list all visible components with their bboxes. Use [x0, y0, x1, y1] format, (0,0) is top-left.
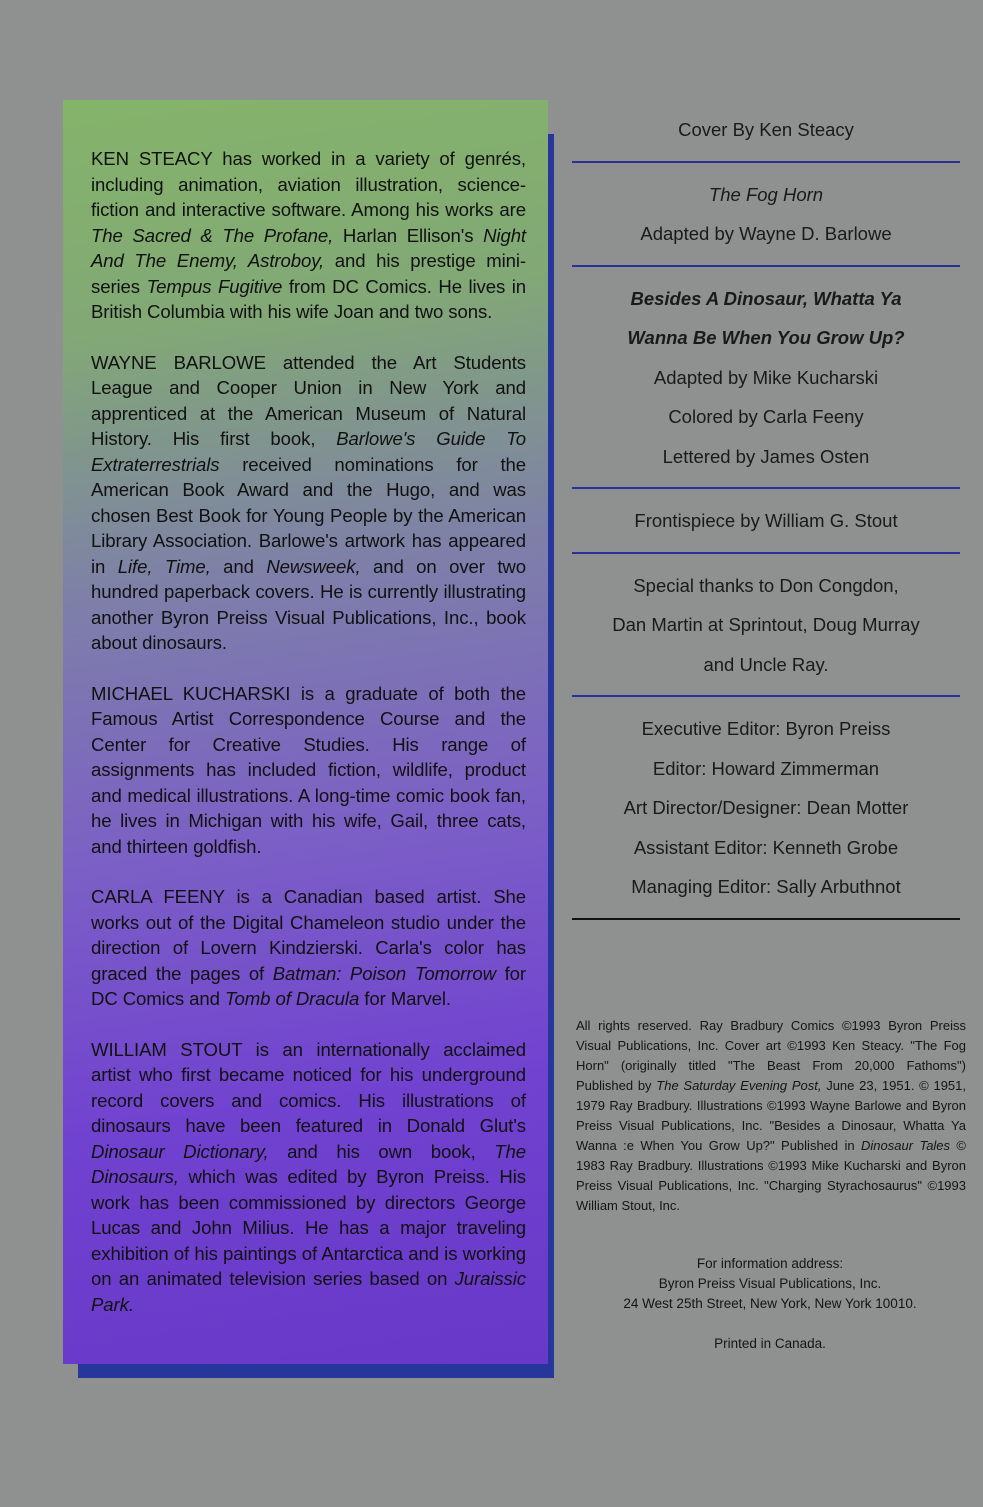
contributor-bios-panel: [63, 100, 548, 1364]
divider: [572, 695, 960, 697]
assistant-editor: Assistant Editor: Kenneth Grobe: [633, 836, 899, 858]
italic-title: Dinosaur Dictionary,: [91, 1140, 269, 1162]
frontispiece-credit: Frontispiece by William G. Stout: [634, 510, 898, 531]
text-run: All rights reserved. Ray Bradbury Comics ©1993 Byron Preiss Visual Publications, Inc. Cover art ©1993 Ken Steacy. "The Fog Horn" (originally titled "The Beast From 20,000 Fathoms") Published by: [576, 1018, 966, 1093]
text-run: is an internationally acclaimed artist who first became noticed for his underground record covers and comics. His illustrations of dinosaurs have been featured in Donald Glut's: [91, 1038, 527, 1136]
text-run: and on over two hundred paperback covers. He is currently illustrating another Byron Preiss Visual Publications, Inc., book about dinosaurs.: [91, 555, 526, 653]
information-address: [572, 1254, 968, 1354]
bio-william-stout: [91, 1037, 526, 1318]
cover-credit: Cover By Ken Steacy: [678, 119, 854, 140]
dinosaur-letterer: Lettered by James Osten: [662, 445, 870, 467]
printed-in: Printed in Canada.: [714, 1336, 826, 1351]
fog-horn-adapter: Adapted by Wayne D. Barlowe: [640, 223, 892, 244]
divider: [572, 918, 960, 920]
italic-title: Juraissic Park.: [91, 1268, 526, 1315]
story-title-besides-a-dinosaur-1: Besides A Dinosaur, Whatta Ya: [630, 287, 902, 309]
contributor-name: MICHAEL KUCHARSKI: [91, 682, 291, 704]
text-run: is a Canadian based artist. She works out of the Digital Chameleon studio under the direction of Lovern Kindzierski. Carla's color has graced the pages of: [91, 886, 526, 984]
story-title-besides-a-dinosaur-2: Wanna Be When You Grow Up?: [627, 327, 905, 348]
thanks-line-2: Dan Martin at Sprintout, Doug Murray: [612, 614, 920, 635]
text-run: for Marvel.: [359, 988, 451, 1009]
copyright-notice: [576, 1016, 966, 1216]
divider: [572, 265, 960, 267]
thanks-line-1: Special thanks to Don Congdon,: [633, 574, 899, 596]
text-run: and: [210, 555, 267, 577]
credits-column: [572, 110, 960, 932]
divider: [572, 161, 960, 163]
italic-title: Batman: Poison Tomorrow: [272, 962, 496, 984]
managing-editor: Managing Editor: Sally Arbuthnot: [631, 876, 901, 897]
executive-editor: Executive Editor: Byron Preiss: [641, 718, 891, 739]
contributor-name: WAYNE BARLOWE: [91, 351, 266, 373]
text-run: which was edited by Byron Preiss. His work has been commissioned by directors George Lucas and John Milius. He has a major traveling exhibition of his paintings of Antarctica and is working on an animated television series based on: [91, 1166, 526, 1289]
story-title-fog-horn: The Fog Horn: [708, 183, 824, 205]
address-street: 24 West 25th Street, New York, New York 10010.: [623, 1296, 917, 1311]
divider: [572, 552, 960, 554]
thanks-line-3: and Uncle Ray.: [703, 653, 829, 675]
text-run: attended the Art Students League and Cooper Union in New York and apprenticed at the American Museum of Natural History. His first book,: [91, 351, 526, 449]
italic-title: Life, Time,: [117, 555, 211, 577]
dinosaur-colorist: Colored by Carla Feeny: [668, 406, 864, 427]
bio-ken-steacy: [91, 146, 526, 325]
italic-title: Tempus Fugitive: [146, 275, 283, 297]
text-run: © 1983 Ray Bradbury. Illustrations ©1993 Mike Kucharski and Byron Preiss Visual Publications, Inc. "Charging Styrachosaurus" ©1993 William Stout, Inc.: [576, 1138, 967, 1213]
address-company: Byron Preiss Visual Publications, Inc.: [658, 1276, 882, 1291]
art-director: Art Director/Designer: Dean Motter: [623, 797, 909, 818]
text-run: Harlan Ellison's: [333, 224, 484, 246]
contributor-name: KEN STEACY: [91, 148, 213, 169]
bio-michael-kucharski: [91, 681, 526, 860]
dinosaur-adapter: Adapted by Mike Kucharski: [653, 366, 879, 388]
text-run: and his own book,: [268, 1140, 495, 1162]
text-run: is a graduate of both the Famous Artist Correspondence Course and the Center for Creative Studies. His range of assignments has included fiction, wildlife, product and medical illustrations. A long-time comic book fan, he lives in Michigan with his wife, Gail, three cats, and thirteen goldfish.: [91, 682, 526, 857]
italic-title: The Sacred & The Profane,: [91, 224, 334, 246]
bio-wayne-barlowe: [91, 350, 526, 656]
text-run: has worked in a variety of genrés, including animation, aviation illustration, science-fiction and interactive software. Among his works are: [91, 148, 526, 220]
address-label: For information address:: [696, 1256, 844, 1271]
italic-title: The Saturday Evening Post,: [656, 1078, 822, 1093]
contributor-name: CARLA FEENY: [91, 886, 225, 907]
text-run: received nominations for the American Book Award and the Hugo, and was chosen Best Book for Young People by the American Library Association. Barlowe's artwork has appeared in: [91, 453, 526, 577]
contributor-name: WILLIAM STOUT: [91, 1038, 243, 1060]
editor: Editor: Howard Zimmerman: [652, 757, 880, 779]
text-run: from DC Comics. He lives in British Columbia with his wife Joan and two sons.: [91, 275, 527, 322]
text-run: June 23, 1951. © 1951, 1979 Ray Bradbury. Illustrations ©1993 Wayne Barlowe and Byron Preiss Visual Publications, Inc. "Besides a Dinosaur, Whatta Ya Wanna :e When You Grow Up?" Published in: [576, 1078, 966, 1153]
italic-title: Newsweek,: [266, 555, 361, 577]
text-run: and his prestige mini-series: [91, 250, 526, 297]
italic-title: Tomb of Dracula: [224, 988, 360, 1009]
italic-title: Dinosaur Tales: [861, 1138, 951, 1153]
italic-title: Night And The Enemy, Astroboy,: [91, 224, 527, 271]
italic-title: Barlowe's Guide To Extraterrestrials: [91, 428, 526, 475]
divider: [572, 487, 960, 489]
bio-carla-feeny: [91, 884, 526, 1012]
text-run: for DC Comics and: [91, 962, 526, 1009]
italic-title: The Dinosaurs,: [91, 1140, 526, 1187]
